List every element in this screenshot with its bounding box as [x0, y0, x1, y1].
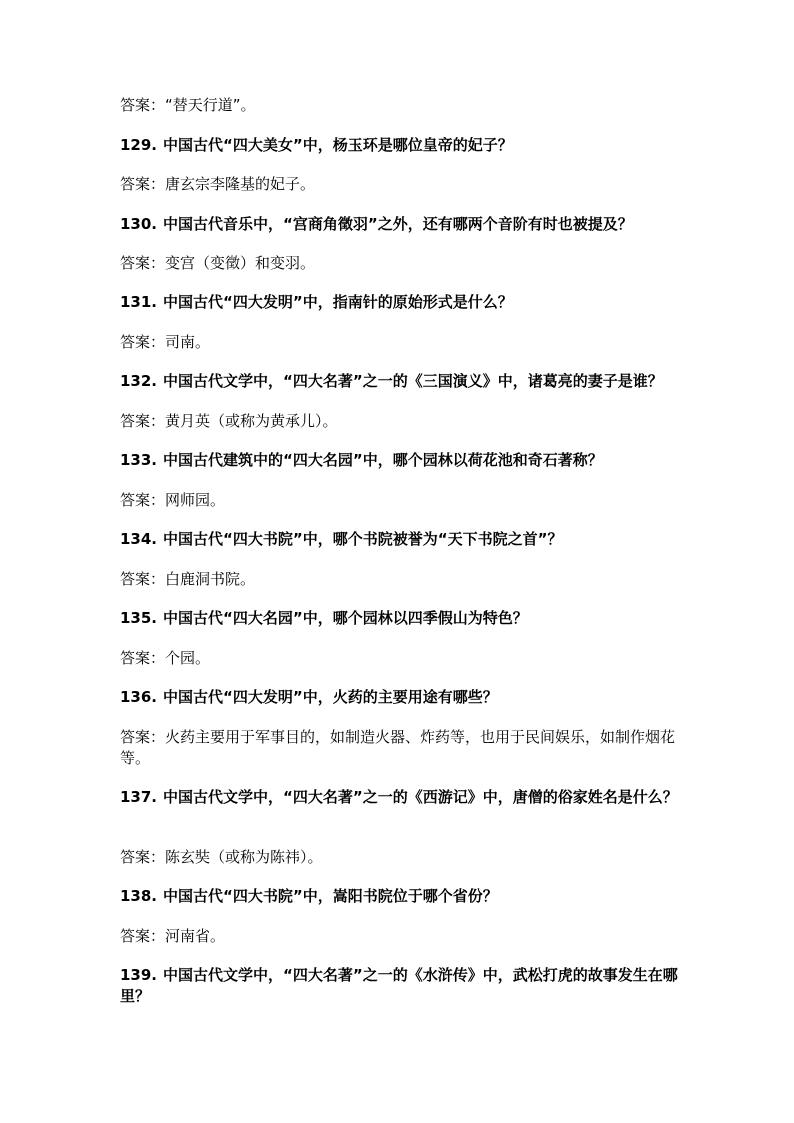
answer-line — [120, 253, 680, 274]
answer-label: 答案： — [120, 96, 166, 114]
question-line — [120, 965, 680, 1007]
question-text: 中国古代“四大书院”中，嵩阳书院位于哪个省份？ — [163, 887, 498, 905]
answer-text: 黄月英（或称为黄承儿）。 — [165, 412, 338, 430]
answer-text: 个园。 — [165, 649, 211, 667]
answer-label: 答案： — [120, 570, 166, 588]
answer-text: 白鹿洞书院。 — [165, 570, 256, 588]
question-text: 中国古代音乐中，“宫商角徵羽”之外，还有哪两个音阶有时也被提及？ — [163, 215, 633, 233]
answer-line — [120, 95, 680, 116]
answer-text: 唐玄宗李隆基的妃子。 — [165, 175, 316, 193]
answer-label: 答案： — [120, 333, 166, 351]
answer-text: 火药主要用于军事目的，如制造火器、炸药等，也用于民间娱乐，如制作烟花等。 — [120, 728, 676, 767]
question-text: 中国古代文学中，“四大名著”之一的《西游记》中，唐僧的俗家姓名是什么？ — [163, 788, 678, 806]
answer-line — [120, 847, 680, 868]
question-line — [120, 529, 680, 550]
question-number: 139. — [120, 966, 158, 984]
question-text: 中国古代建筑中的“四大名园”中，哪个园林以荷花池和奇石著称？ — [163, 451, 603, 469]
answer-line — [120, 174, 680, 195]
answer-line — [120, 411, 680, 432]
question-number: 134. — [120, 530, 158, 548]
question-line — [120, 687, 680, 708]
question-line — [120, 608, 680, 629]
question-number: 130. — [120, 215, 158, 233]
answer-text: 河南省。 — [165, 927, 226, 945]
answer-label: 答案： — [120, 927, 166, 945]
question-text: 中国古代“四大美女”中，杨玉环是哪位皇帝的妃子？ — [163, 136, 513, 154]
answer-text: “替天行道”。 — [165, 96, 256, 114]
question-number: 129. — [120, 136, 158, 154]
question-number: 135. — [120, 609, 158, 627]
question-number: 132. — [120, 372, 158, 390]
answer-text: 变宫（变徵）和变羽。 — [165, 254, 316, 272]
answer-line — [120, 648, 680, 669]
answer-text: 司南。 — [165, 333, 211, 351]
answer-label: 答案： — [120, 175, 166, 193]
question-text: 中国古代文学中，“四大名著”之一的《水浒传》中，武松打虎的故事发生在哪里？ — [120, 966, 678, 1005]
answer-line — [120, 727, 680, 769]
answer-text: 陈玄奘（或称为陈祎）。 — [165, 848, 323, 866]
question-text: 中国古代“四大书院”中，哪个书院被誉为“天下书院之首”？ — [163, 530, 563, 548]
question-text: 中国古代“四大发明”中，火药的主要用途有哪些？ — [163, 688, 498, 706]
question-line — [120, 292, 680, 313]
answer-line — [120, 332, 680, 353]
answer-label: 答案： — [120, 491, 166, 509]
question-text: 中国古代“四大名园”中，哪个园林以四季假山为特色？ — [163, 609, 528, 627]
answer-label: 答案： — [120, 254, 166, 272]
question-text: 中国古代“四大发明”中，指南针的原始形式是什么？ — [163, 293, 513, 311]
question-number: 136. — [120, 688, 158, 706]
answer-line — [120, 926, 680, 947]
question-text: 中国古代文学中，“四大名著”之一的《三国演义》中，诸葛亮的妻子是谁？ — [163, 372, 663, 390]
answer-label: 答案： — [120, 848, 166, 866]
question-line — [120, 450, 680, 471]
answer-label: 答案： — [120, 412, 166, 430]
question-number: 138. — [120, 887, 158, 905]
question-line — [120, 135, 680, 156]
answer-line — [120, 569, 680, 590]
question-line — [120, 214, 680, 235]
question-line — [120, 886, 680, 907]
answer-text: 网师园。 — [165, 491, 226, 509]
question-number: 131. — [120, 293, 158, 311]
answer-label: 答案： — [120, 649, 166, 667]
question-number: 137. — [120, 788, 158, 806]
answer-label: 答案： — [120, 728, 166, 746]
question-line — [120, 787, 680, 808]
answer-line — [120, 490, 680, 511]
question-line — [120, 371, 680, 392]
question-number: 133. — [120, 451, 158, 469]
